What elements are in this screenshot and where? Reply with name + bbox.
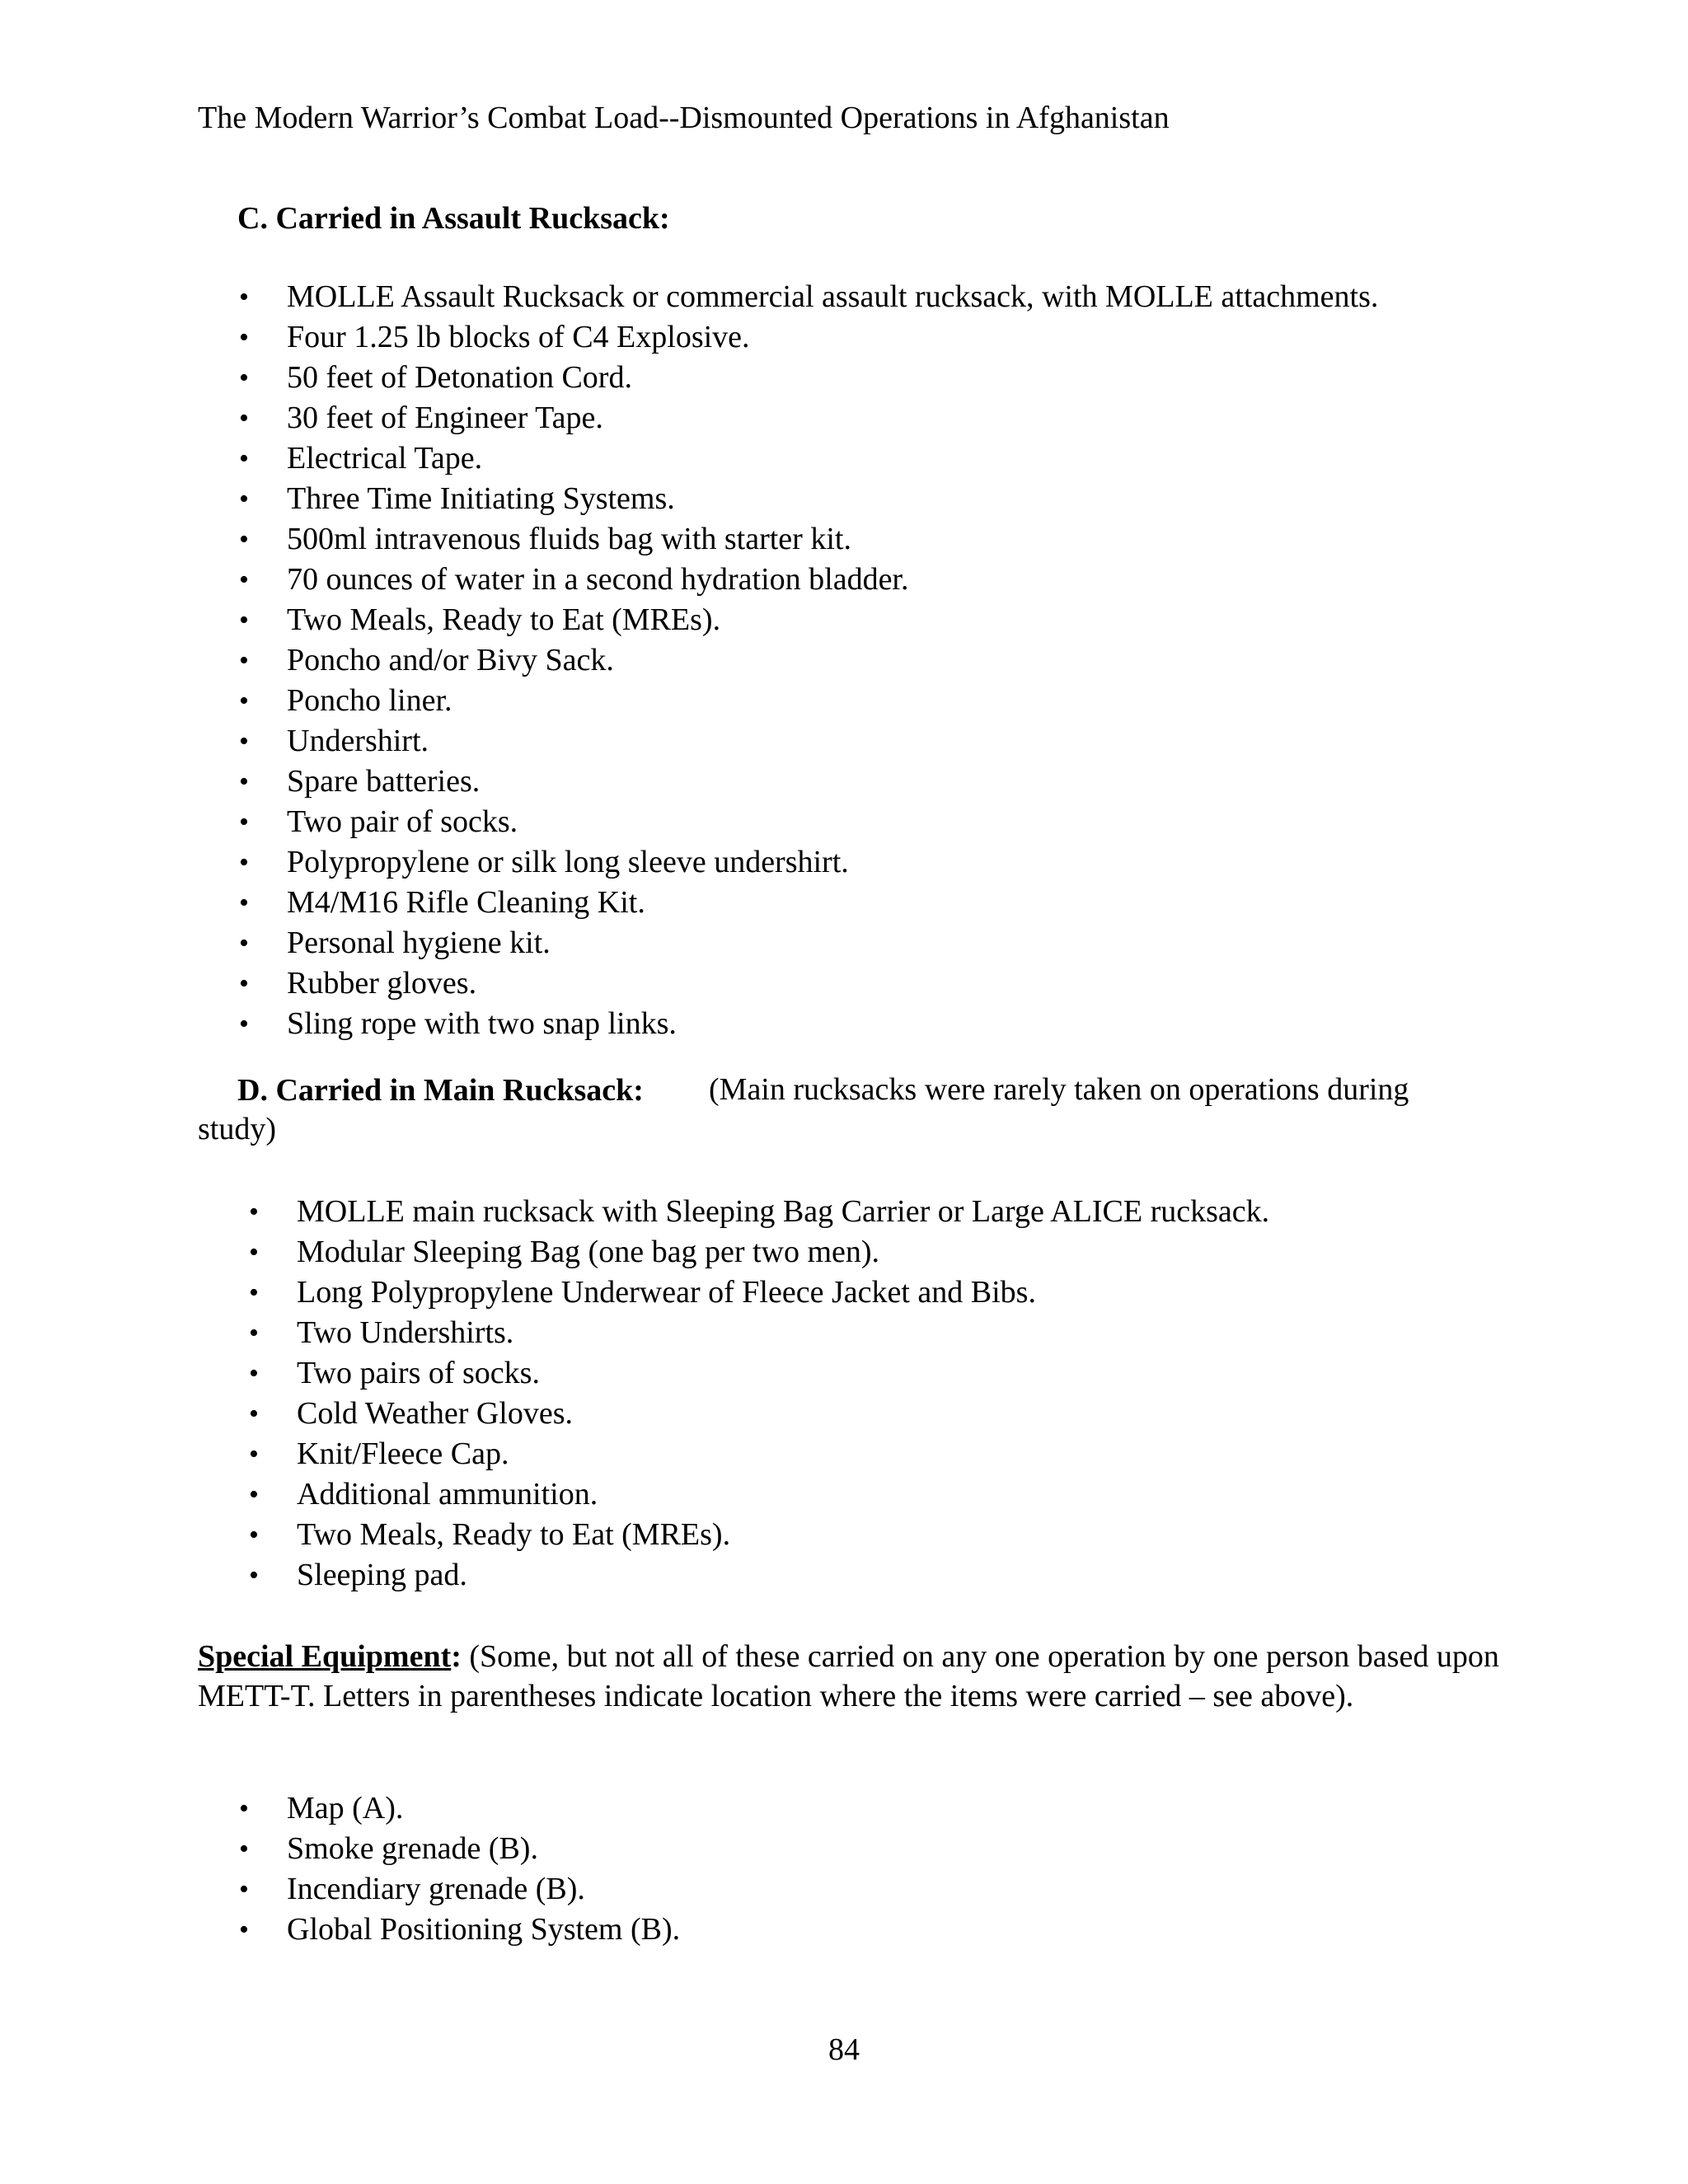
bullet-icon: • [239, 1793, 249, 1824]
bullet-icon: • [239, 524, 249, 555]
list-item [239, 479, 1378, 519]
list-item-text: MOLLE main rucksack with Sleeping Bag Carrier or Large ALICE rucksack. [297, 1194, 1270, 1229]
section-c-list [239, 277, 1379, 1044]
bullet-icon: • [239, 403, 249, 434]
list-item [239, 1829, 680, 1869]
bullet-icon: • [239, 686, 249, 716]
list-item-text: 70 ounces of water in a second hydration bladder. [287, 562, 909, 597]
bullet-icon: • [239, 645, 249, 676]
list-item-text: Rubber gloves. [287, 966, 477, 1001]
list-item [239, 802, 1378, 842]
list-item-text: Knit/Fleece Cap. [297, 1436, 509, 1471]
list-item-text: Sleeping pad. [297, 1558, 467, 1592]
list-item-text: Cold Weather Gloves. [297, 1396, 574, 1431]
bullet-icon: • [239, 282, 249, 312]
list-item [249, 1353, 1269, 1394]
list-item-text: MOLLE Assault Rucksack or commercial assault rucksack, with MOLLE attachments. [287, 279, 1379, 314]
bullet-icon: • [239, 484, 249, 514]
special-equipment-text: (Some, but not all of these carried on any one operation by one person based upon METT-T. Letters in parentheses indicate location where the items were carried – see above). [198, 1639, 1499, 1713]
list-item-text: Two Meals, Ready to Eat (MREs). [287, 602, 721, 637]
list-item [239, 1910, 681, 1950]
list-item-text: Modular Sleeping Bag (one bag per two men). [297, 1235, 880, 1269]
list-item [249, 1394, 1269, 1434]
list-item-text: Additional ammunition. [297, 1477, 598, 1511]
special-equipment-paragraph [198, 1637, 1500, 1716]
list-item [239, 923, 1378, 963]
bullet-icon: • [249, 1479, 259, 1510]
list-item [239, 963, 1378, 1004]
list-item-text: 50 feet of Detonation Cord. [287, 360, 632, 395]
list-item [239, 560, 1378, 600]
bullet-icon: • [239, 443, 249, 474]
list-item [249, 1555, 1269, 1596]
list-item-text: Two pair of socks. [287, 804, 518, 839]
bullet-icon: • [239, 726, 249, 757]
list-item-text: Personal hygiene kit. [287, 926, 551, 960]
section-d-note-paragraph [198, 1070, 1492, 1149]
list-item [239, 681, 1378, 721]
bullet-icon: • [239, 1834, 249, 1864]
bullet-icon: • [239, 565, 249, 595]
bullet-icon: • [249, 1318, 259, 1348]
list-item-text: Two pairs of socks. [297, 1356, 540, 1390]
bullet-icon: • [249, 1520, 259, 1550]
bullet-icon: • [239, 1874, 249, 1905]
bullet-icon: • [239, 1915, 249, 1945]
list-item [239, 600, 1378, 640]
list-item [239, 842, 1378, 883]
special-equipment-list [239, 1788, 681, 1950]
list-item [249, 1515, 1269, 1555]
list-item [249, 1272, 1269, 1313]
list-item-text: Poncho liner. [287, 683, 452, 718]
section-d-heading: D. Carried in Main Rucksack: [237, 1073, 644, 1108]
list-item-text: Electrical Tape. [287, 441, 483, 476]
list-item [239, 1004, 1378, 1044]
list-item [239, 1869, 680, 1910]
list-item [249, 1313, 1269, 1353]
list-item [239, 640, 1378, 681]
list-item-text: Map (A). [287, 1791, 404, 1825]
list-item [249, 1474, 1269, 1515]
bullet-icon: • [249, 1358, 259, 1389]
list-item [239, 762, 1378, 802]
list-item [239, 519, 1378, 560]
list-item [239, 398, 1378, 438]
special-equipment-label: Special Equipment [198, 1639, 452, 1674]
list-item-text: Polypropylene or silk long sleeve undershirt. [287, 845, 849, 879]
section-d-list [249, 1192, 1270, 1596]
bullet-icon: • [239, 363, 249, 393]
list-item-text: 30 feet of Engineer Tape. [287, 401, 603, 435]
list-item [249, 1232, 1269, 1272]
list-item-text: Poncho and/or Bivy Sack. [287, 643, 614, 677]
list-item [239, 317, 1378, 358]
bullet-icon: • [249, 1439, 259, 1469]
list-item-text: 500ml intravenous fluids bag with starter kit. [287, 522, 851, 556]
list-item-text: M4/M16 Rifle Cleaning Kit. [287, 885, 645, 920]
bullet-icon: • [239, 968, 249, 999]
list-item-text: Four 1.25 lb blocks of C4 Explosive. [287, 320, 750, 354]
bullet-icon: • [249, 1560, 259, 1591]
list-item [239, 277, 1379, 317]
section-d-note: (Main rucksacks were rarely taken on operations during study) [198, 1072, 1409, 1146]
section-c-heading: C. Carried in Assault Rucksack: [237, 201, 670, 236]
list-item-text: Undershirt. [287, 724, 429, 758]
bullet-icon: • [239, 1009, 249, 1039]
list-item-text: Two Undershirts. [297, 1315, 514, 1350]
bullet-icon: • [239, 928, 249, 958]
list-item [239, 883, 1378, 923]
bullet-icon: • [239, 605, 249, 635]
list-item [249, 1434, 1269, 1474]
list-item-text: Two Meals, Ready to Eat (MREs). [297, 1517, 731, 1552]
list-item-text: Three Time Initiating Systems. [287, 481, 675, 516]
bullet-icon: • [249, 1277, 259, 1308]
list-item [239, 438, 1378, 479]
list-item-text: Spare batteries. [287, 764, 481, 799]
bullet-icon: • [249, 1197, 259, 1227]
bullet-icon: • [249, 1237, 259, 1268]
running-header: The Modern Warrior’s Combat Load--Dismounted Operations in Afghanistan [198, 101, 1170, 135]
bullet-icon: • [239, 766, 249, 797]
list-item-text: Sling rope with two snap links. [287, 1006, 677, 1041]
list-item-text: Incendiary grenade (B). [287, 1872, 585, 1906]
page-number: 84 [828, 2032, 860, 2067]
list-item [249, 1192, 1270, 1232]
list-item [239, 721, 1378, 762]
bullet-icon: • [239, 807, 249, 837]
list-item-text: Smoke grenade (B). [287, 1831, 538, 1866]
bullet-icon: • [249, 1399, 259, 1429]
list-item-text: Long Polypropylene Underwear of Fleece Jacket and Bibs. [297, 1275, 1036, 1310]
list-item [239, 358, 1378, 398]
bullet-icon: • [239, 322, 249, 353]
special-equipment-colon: : [451, 1639, 462, 1674]
bullet-icon: • [239, 847, 249, 878]
list-item [239, 1788, 680, 1829]
list-item-text: Global Positioning System (B). [287, 1912, 681, 1947]
bullet-icon: • [239, 888, 249, 918]
